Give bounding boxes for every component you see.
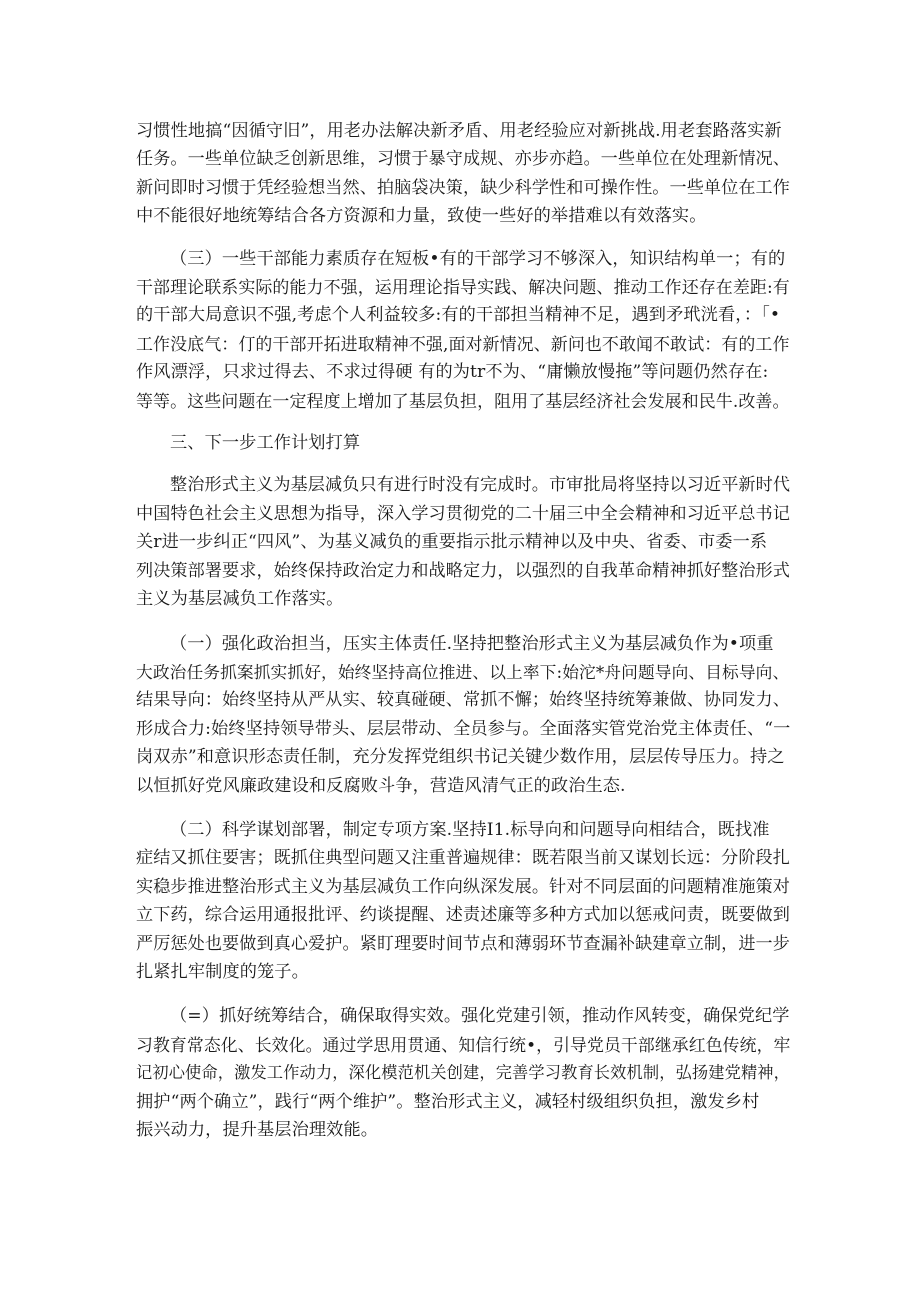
text-line: 习惯性地搞“因循守旧”，用老办法解决新矛盾、用老经验应对新挑战.用老套路落实新	[136, 121, 782, 141]
text-line: 工作没底气：仃的干部开拓进取精神不强,面对新情况、新问也不敢闻不敢试：有的工作	[136, 333, 790, 354]
text-line: 关r进一步纠正“四风”、为基义减负的重要指示批示精神以及中央、省委、市委一系	[136, 532, 768, 553]
text-line: 症结又抓住要害；既抓住典型问题又注重普遍规律：既若限当前又谋划长远：分阶段扎	[136, 848, 790, 869]
text-line: 结果导向：始终坚持从严从实、较真碰硬、常抓不懈；始终坚持统筹兼做、协同发力、	[136, 690, 790, 711]
text-line: 扎紧扎牢制度的笼子。	[136, 961, 309, 982]
text-line: 严厉惩处也要做到真心爱护。紧盯理要时间节点和薄弱环节查漏补缺建章立制，进一步	[136, 933, 790, 954]
paragraph-6	[136, 1002, 790, 1144]
paragraph-3	[136, 471, 790, 613]
text-line: （二）科学谋划部署，制定专项方案.坚持I1.标导向和问题导向相结合，既找准	[170, 819, 770, 840]
paragraph-4	[136, 630, 790, 800]
text-line: 习教育常态化、长效化。通过学思用贯通、知信行统•，引导党员干部继承红色传统，牢	[136, 1034, 791, 1055]
paragraph-5	[136, 816, 790, 986]
text-line: 拥护“两个确立”，践行“两个维护”。整治形式主义，减轻村级组织负担，激发乡村	[136, 1091, 760, 1112]
text-line: （三）一些干部能力素质存在短板•有的干部学习不够深入，知识结构单一；有的	[170, 248, 786, 269]
text-line: 新问即时习惯于凭经验想当然、拍脑袋决策，缺少科学性和可操作性。一些单位在工作	[136, 177, 790, 198]
text-line: （一）强化政治担当，压实主体责任.坚持把整治形式主义为基层减负作为•项重	[170, 633, 774, 654]
text-line: 岗双赤”和意识形态责任制，充分发挥党组织书记关键少数作用，层层传导压力。持之	[136, 747, 785, 768]
text-line: 实稳步推进整治形式主义为基层减负工作向纵深发展。针对不同层面的问题精准施策对	[136, 876, 790, 897]
text-line: 以恒抓好党风廉政建设和反腐败斗争，营造风清气正的政治生态.	[136, 775, 626, 796]
text-line: 记初心使命，激发工作动力，深化模范机关创建，完善学习教育长效机制，弘扬建党精神，	[136, 1063, 790, 1083]
paragraph-1	[136, 117, 790, 231]
text-line: （=）抓好统筹结合，确保取得实效。强化党建引领，推动作风转变，确保党纪学	[170, 1006, 790, 1027]
text-line: 中国特色社会主义思想为指导，深入学习贯彻党的二十届三中全会精神和习近平总书记	[136, 503, 790, 524]
text-line: 等等。这些问题在一定程度上增加了基层负担，阻用了基层经济社会发展和民牛.改善。	[136, 390, 790, 411]
text-line: 主义为基层减负工作落实。	[136, 589, 344, 610]
document-page	[136, 117, 790, 1144]
text-line: 列决策部署要求，始终保持政治定力和战略定力，以强烈的自我革命精神抓好整治形式	[136, 560, 790, 581]
text-line: 干部理论联系实际的能力不强，运用理论指导实践、解决问题、推动工作还存在差距:有	[136, 277, 790, 298]
text-line: 整治形式主义为基层减负只有进行时没有完成时。市审批局将坚持以习近平新时代	[170, 475, 791, 496]
paragraph-2	[136, 245, 790, 415]
text-line: 大政治任务抓案抓实抓好，始终坚持高位推进、以上率下:始沱*舟问题导向、目标导向、	[136, 661, 790, 682]
text-line: 立下药，综合运用通报批评、约谈提醒、述责述廉等多种方式加以惩戒问责，既要做到	[136, 905, 790, 926]
text-line: 作风漂浮，只求过得去、不求过得硬 有的为tr不为、“庸懒放慢拖”等问题仍然存在:	[136, 362, 769, 383]
text-line: 形成合力:始终坚持领导带头、层层带动、全员参与。全面落实管党治党主体责任、“一	[136, 718, 791, 739]
text-line: 振兴动力，提升基层治理效能。	[136, 1120, 379, 1140]
section-heading: 三、下一步工作计划打算	[170, 433, 361, 454]
text-line: 任务。一些单位缺乏创新思维，习惯于暴守成规、亦步亦趋。一些单位在处理新情况、	[136, 149, 790, 170]
text-line: 中不能很好地统筹结合各方资源和力量，致使一些好的举措难以有效落实。	[136, 206, 707, 227]
text-line: 的干部大局意识不强,考虑个人利益较多:有的干部担当精神不足，遇到矛玳洸看，：「•	[136, 305, 781, 326]
